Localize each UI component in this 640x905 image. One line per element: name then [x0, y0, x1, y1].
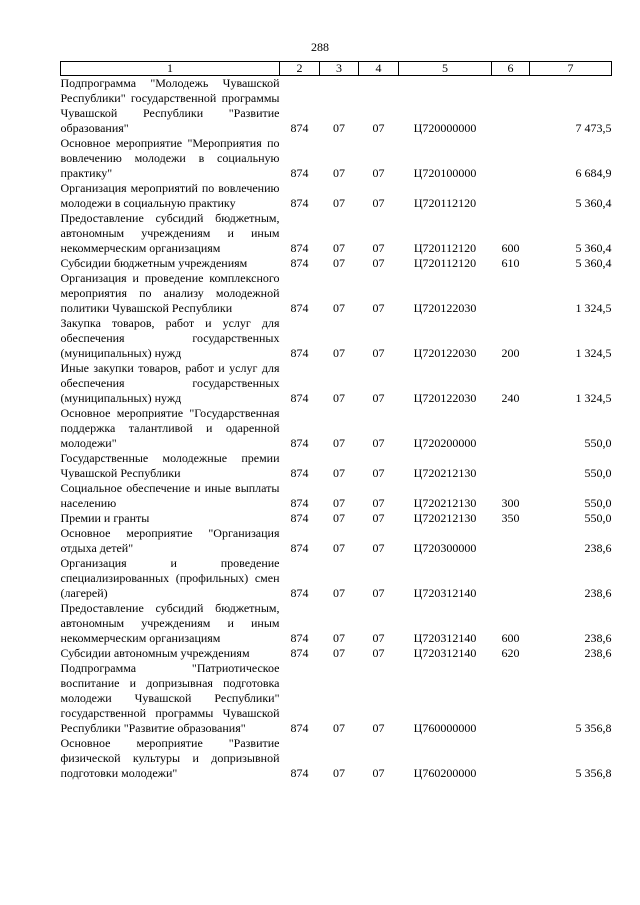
row-subsection: 07 [372, 121, 385, 135]
column-header: 6 [492, 62, 530, 76]
row-target-article: Ц720122030 [413, 391, 477, 405]
row-target-article: Ц720200000 [413, 436, 477, 450]
row-section: 07 [333, 346, 345, 360]
row-name: Организация и проведение специализированных (профильных) смен (лагерей) [60, 556, 280, 600]
row-target-article: Ц720212130 [413, 466, 477, 480]
table-row [61, 451, 612, 481]
column-header: 2 [280, 62, 320, 76]
row-subsection: 07 [372, 586, 385, 600]
row-section: 07 [333, 241, 345, 255]
column-header: 5 [399, 62, 492, 76]
row-amount: 1 324,5 [575, 391, 612, 405]
row-amount: 550,0 [584, 436, 612, 450]
row-subsection: 07 [372, 241, 385, 255]
row-amount: 5 360,4 [575, 241, 612, 255]
row-name: Организация и проведение комплексного мероприятия по анализу молодежной политики Чувашской Республики [60, 271, 280, 315]
row-code: 874 [290, 301, 309, 315]
table-row [61, 361, 612, 406]
row-code: 874 [290, 766, 309, 780]
row-target-article: Ц720312140 [413, 631, 477, 645]
row-subsection: 07 [372, 631, 385, 645]
table-row [61, 181, 612, 211]
row-name: Закупка товаров, работ и услуг для обеспечения государственных (муниципальных) нужд [60, 316, 280, 360]
row-subsection: 07 [372, 646, 385, 660]
row-expense-type [492, 181, 530, 211]
table-row [61, 211, 612, 256]
row-expense-type [492, 556, 530, 601]
row-name: Государственные молодежные премии Чувашской Республики [60, 451, 280, 480]
table-header-row [61, 62, 612, 76]
column-header: 7 [530, 62, 612, 76]
row-name: Субсидии бюджетным учреждениям [60, 256, 248, 270]
row-section: 07 [333, 586, 345, 600]
table-row [61, 256, 612, 271]
row-expense-type [492, 451, 530, 481]
row-name: Организация мероприятий по вовлечению молодежи в социальную практику [60, 181, 280, 210]
row-section: 07 [333, 496, 345, 510]
row-section: 07 [333, 631, 345, 645]
table-row [61, 736, 612, 781]
row-section: 07 [333, 391, 345, 405]
row-subsection: 07 [372, 391, 385, 405]
row-section: 07 [333, 256, 345, 270]
page-number: 288 [311, 40, 329, 54]
row-expense-type: 240 [501, 391, 520, 405]
table-row [61, 661, 612, 736]
row-amount: 238,6 [584, 586, 612, 600]
row-subsection: 07 [372, 511, 385, 525]
row-target-article: Ц760000000 [413, 721, 477, 735]
row-subsection: 07 [372, 766, 385, 780]
row-section: 07 [333, 301, 345, 315]
column-header: 4 [359, 62, 399, 76]
row-code: 874 [290, 496, 309, 510]
budget-table [60, 61, 612, 781]
row-name: Основное мероприятие "Организация отдыха детей" [60, 526, 280, 555]
row-section: 07 [333, 766, 345, 780]
table-body [61, 76, 612, 782]
row-code: 874 [290, 121, 309, 135]
row-amount: 5 356,8 [575, 721, 612, 735]
row-section: 07 [333, 466, 345, 480]
row-target-article: Ц720100000 [413, 166, 477, 180]
row-code: 874 [290, 196, 309, 210]
row-section: 07 [333, 196, 345, 210]
row-subsection: 07 [372, 256, 385, 270]
table-row [61, 511, 612, 526]
row-expense-type: 610 [501, 256, 520, 270]
row-subsection: 07 [372, 346, 385, 360]
row-subsection: 07 [372, 436, 385, 450]
row-subsection: 07 [372, 721, 385, 735]
row-expense-type [492, 271, 530, 316]
row-name: Предоставление субсидий бюджетным, автономным учреждениям и иным некоммерческим организациям [60, 211, 280, 255]
table-row [61, 271, 612, 316]
row-amount: 238,6 [584, 541, 612, 555]
table-row [61, 406, 612, 451]
row-name: Основное мероприятие "Государственная поддержка талантливой и одаренной молодежи" [60, 406, 280, 450]
row-amount: 550,0 [584, 511, 612, 525]
row-target-article: Ц720300000 [413, 541, 477, 555]
row-code: 874 [290, 346, 309, 360]
row-expense-type [492, 76, 530, 137]
table-row [61, 316, 612, 361]
row-name: Социальное обеспечение и иные выплаты населению [60, 481, 280, 510]
row-expense-type: 350 [501, 511, 520, 525]
row-expense-type [492, 526, 530, 556]
row-target-article: Ц720112120 [413, 196, 477, 210]
row-amount: 238,6 [584, 646, 612, 660]
row-name: Субсидии автономным учреждениям [60, 646, 250, 660]
table-row [61, 646, 612, 661]
row-code: 874 [290, 436, 309, 450]
row-section: 07 [333, 436, 345, 450]
row-expense-type: 200 [501, 346, 520, 360]
column-header: 3 [320, 62, 359, 76]
row-amount: 5 360,4 [575, 196, 612, 210]
row-subsection: 07 [372, 496, 385, 510]
row-amount: 7 473,5 [575, 121, 612, 135]
row-name: Иные закупки товаров, работ и услуг для обеспечения государственных (муниципальных) нужд [60, 361, 280, 405]
table-row [61, 136, 612, 181]
row-expense-type [492, 736, 530, 781]
row-target-article: Ц720000000 [413, 121, 477, 135]
row-name: Подпрограмма "Патриотическое воспитание и допризывная подготовка молодежи Чувашской Республики" государственной программы Чувашской Республики "Развитие образования" [60, 661, 280, 735]
row-target-article: Ц720122030 [413, 301, 477, 315]
table-row [61, 481, 612, 511]
row-code: 874 [290, 241, 309, 255]
row-expense-type: 600 [501, 631, 520, 645]
row-expense-type [492, 661, 530, 736]
row-target-article: Ц720312140 [413, 646, 477, 660]
row-amount: 5 356,8 [575, 766, 612, 780]
table-row [61, 526, 612, 556]
row-section: 07 [333, 721, 345, 735]
row-expense-type [492, 406, 530, 451]
row-code: 874 [290, 631, 309, 645]
row-amount: 1 324,5 [575, 301, 612, 315]
row-target-article: Ц720112120 [413, 256, 477, 270]
row-amount: 6 684,9 [575, 166, 612, 180]
row-code: 874 [290, 586, 309, 600]
row-section: 07 [333, 511, 345, 525]
row-amount: 5 360,4 [575, 256, 612, 270]
row-expense-type: 600 [501, 241, 520, 255]
row-target-article: Ц720122030 [413, 346, 477, 360]
row-code: 874 [290, 391, 309, 405]
row-amount: 550,0 [584, 496, 612, 510]
row-code: 874 [290, 466, 309, 480]
row-subsection: 07 [372, 541, 385, 555]
row-section: 07 [333, 541, 345, 555]
row-subsection: 07 [372, 466, 385, 480]
row-code: 874 [290, 541, 309, 555]
table-row [61, 601, 612, 646]
row-code: 874 [290, 721, 309, 735]
row-name: Предоставление субсидий бюджетным, автономным учреждениям и иным некоммерческим организациям [60, 601, 280, 645]
table-row [61, 556, 612, 601]
row-section: 07 [333, 166, 345, 180]
row-subsection: 07 [372, 196, 385, 210]
row-subsection: 07 [372, 301, 385, 315]
row-name: Подпрограмма "Молодежь Чувашской Республики" государственной программы Чувашской Республики "Развитие образования" [60, 76, 280, 135]
row-name: Премии и гранты [60, 511, 150, 525]
row-section: 07 [333, 646, 345, 660]
row-expense-type [492, 136, 530, 181]
row-subsection: 07 [372, 166, 385, 180]
row-target-article: Ц720112120 [413, 241, 477, 255]
row-amount: 1 324,5 [575, 346, 612, 360]
row-code: 874 [290, 511, 309, 525]
row-target-article: Ц720212130 [413, 496, 477, 510]
row-code: 874 [290, 646, 309, 660]
row-code: 874 [290, 166, 309, 180]
column-header: 1 [61, 62, 280, 76]
table-row [61, 76, 612, 137]
row-name: Основное мероприятие "Развитие физической культуры и допризывной подготовки молодежи" [60, 736, 280, 780]
row-expense-type: 300 [501, 496, 520, 510]
row-amount: 238,6 [584, 631, 612, 645]
row-section: 07 [333, 121, 345, 135]
row-target-article: Ц760200000 [413, 766, 477, 780]
row-target-article: Ц720212130 [413, 511, 477, 525]
row-name: Основное мероприятие "Мероприятия по вовлечению молодежи в социальную практику" [60, 136, 280, 180]
row-expense-type: 620 [501, 646, 520, 660]
row-amount: 550,0 [584, 466, 612, 480]
row-target-article: Ц720312140 [413, 586, 477, 600]
row-code: 874 [290, 256, 309, 270]
